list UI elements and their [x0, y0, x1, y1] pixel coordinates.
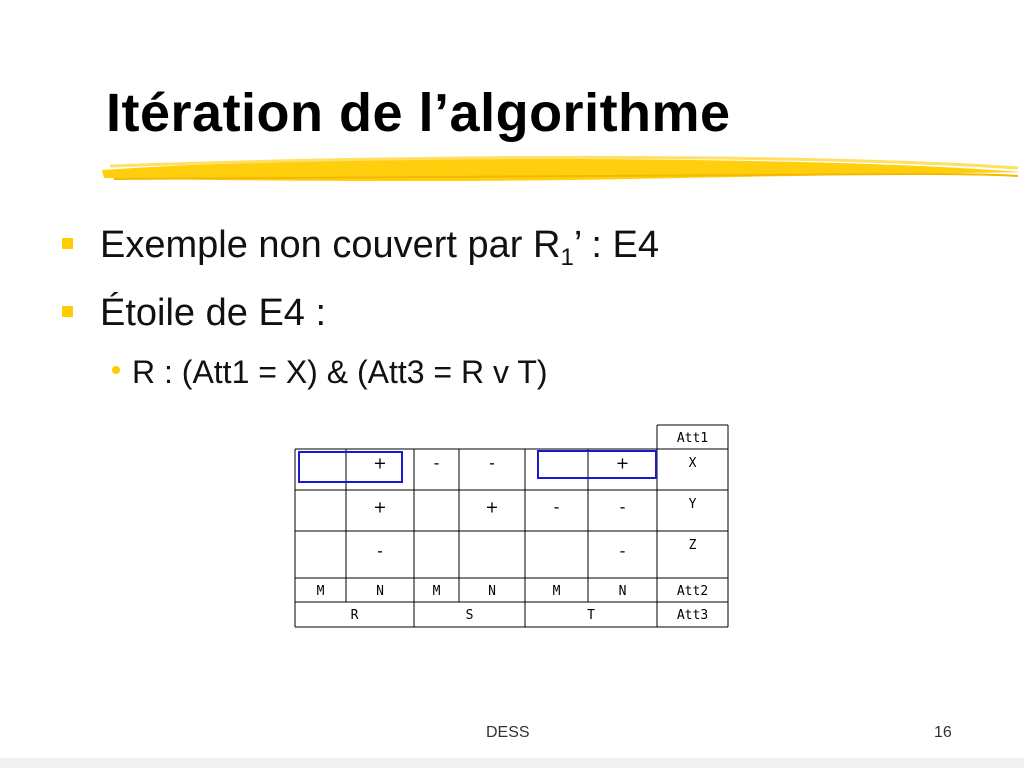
highlight-box-t [538, 451, 656, 478]
att2-value: N [376, 584, 384, 599]
att2-value: M [552, 584, 561, 599]
att3-value: S [465, 608, 474, 623]
sign-cell: - [489, 453, 495, 473]
slide-title: Itération de l’algorithme [106, 83, 731, 143]
sign-cell: + [485, 497, 499, 517]
att2-value: M [316, 584, 325, 599]
sign-cell: + [373, 497, 387, 517]
bullet-2-text: Étoile de E4 : [100, 292, 327, 334]
att3-value: R [350, 608, 359, 623]
sign-cell: - [377, 541, 383, 561]
att2-label: Att2 [676, 584, 709, 599]
bottom-band [0, 758, 1024, 768]
sign-cell: - [619, 541, 626, 561]
sign-cell: - [433, 453, 440, 473]
att1-value-label: Y [688, 497, 697, 512]
att2-value: N [618, 584, 627, 599]
bullet-1-text: Exemple non couvert par $R_1$’ : E4 [100, 224, 659, 271]
att2-value: M [432, 584, 441, 599]
att3-value: T [587, 608, 595, 623]
sign-cell: + [615, 453, 630, 473]
att2-value: N [488, 584, 496, 599]
sign-cell: - [619, 497, 626, 517]
sub-bullet-1-text: R : (Att1 = X) & (Att3 = R v T) [132, 354, 548, 390]
page-number: 16 [934, 724, 952, 741]
att1-value-label: Z [688, 538, 697, 553]
sign-cell: - [553, 497, 560, 517]
sign-cell: + [373, 453, 387, 473]
att1-header: Att1 [676, 431, 709, 446]
att3-label: Att3 [676, 608, 709, 623]
att1-value-label: X [688, 456, 697, 471]
footer-text: DESS [486, 724, 530, 741]
